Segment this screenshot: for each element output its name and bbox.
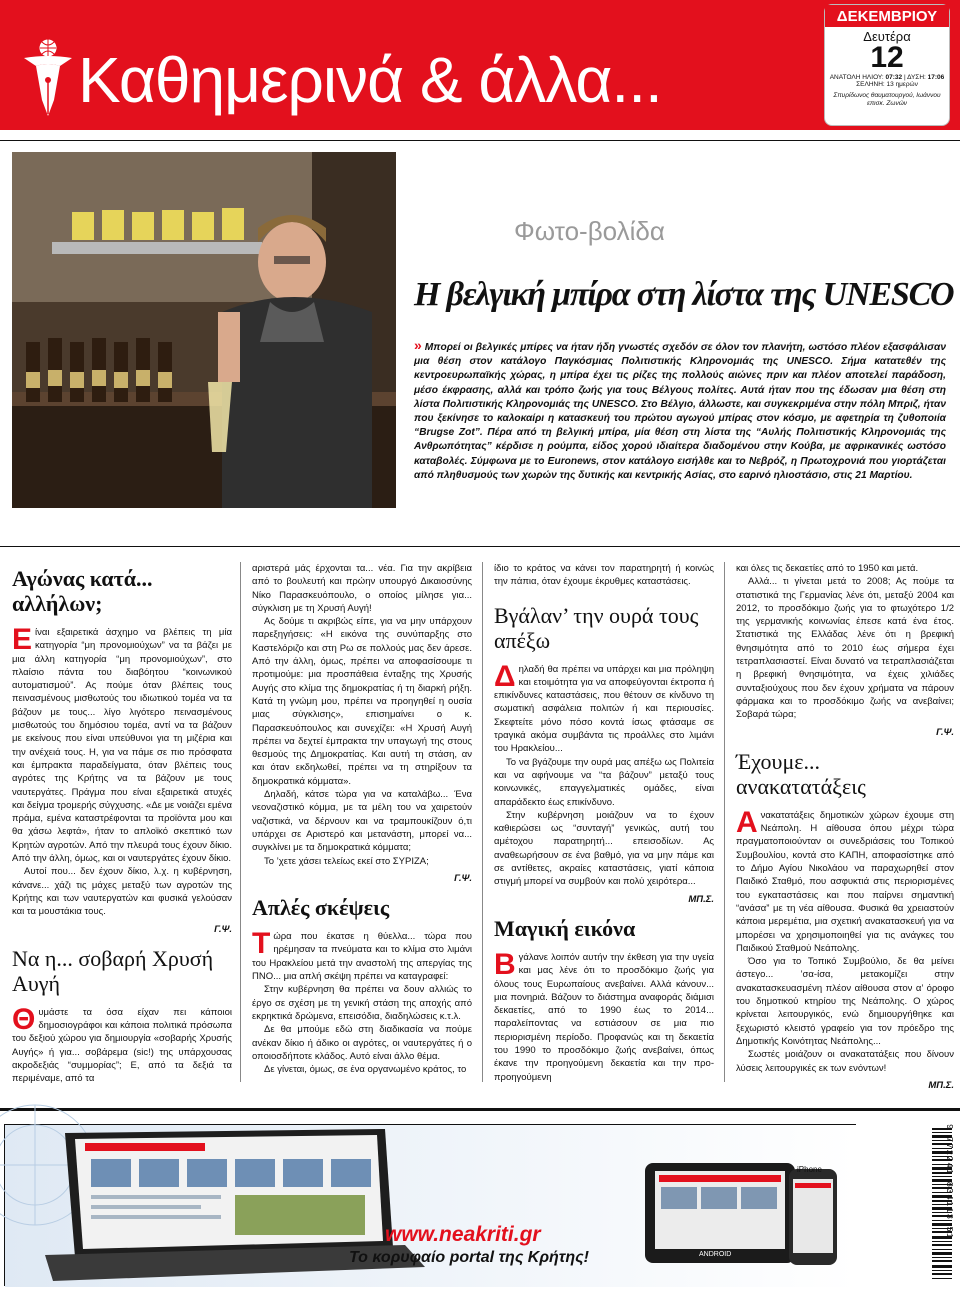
article-body (12, 1002, 232, 1086)
column-divider (482, 562, 483, 1082)
article-title: Να η... σοβαρή Χρυσή Αυγή (12, 945, 214, 996)
calendar-saints: Σπυρίδωνος θαυματουργού, Ιωάννου επισκ. Ζωνών (833, 92, 941, 107)
date-calendar-box (824, 4, 950, 126)
article-text: Δηλαδή, κάτσε τώρα για να καταλάβω... Ένα νεοναζιστικό κόμμα, με τα μέλη του να χαιρετούν ναζιστικά, να δέρνουν και να τραμπουκίζουν ό,τι υπάρχει σε Αριστερό και μετανάστη, μπορεί να... συγκλίνει με τα δημοκρατικά κόμματα; (252, 789, 472, 854)
calendar-sun-times (825, 74, 949, 81)
feature-headline: Η βελγική μπίρα στη λίστα της UNESCO (414, 276, 954, 313)
article-text: Στην κυβέρνηση μοιάζουν να το έχουν καθιερώσει ως “συνταγή” γενικώς, αυτή του αμέτοχου παρατηρητή... επεισοδίων. Ας αναθεωρήσουν σε ένα βαθμό, για να μην πάμε και σε αντίθετες, ακραίες καταστάσεις, γιατί κάποια στιγμή μπορεί να συμβούν και πολύ χειρότερα... (494, 809, 714, 888)
article-title: Απλές σκέψεις (252, 895, 390, 921)
barcode-digits: 9 772241 834113 51 (944, 1124, 954, 1240)
article-text: ίδιο το κράτος να κάνει τον παρατηρητή ή κοινώς την πάπια, όταν έχουμε έκρυθμες καταστάσεις. (494, 563, 714, 588)
calendar-moon: ΣΕΛΗΝΗ: 13 ημερών (856, 81, 918, 88)
beer-tap-photo (12, 152, 396, 508)
article-text: Το ’χετε χάσει τελείως εκεί στο ΣΥΡΙΖΑ; (264, 855, 429, 867)
column-2 (252, 562, 472, 1082)
author-signature: ΜΠ.Σ. (928, 1079, 954, 1091)
drop-cap: Θ (12, 1002, 36, 1036)
sunset-label: | ΔΥΣΗ: (903, 74, 926, 81)
neakriti-advertisement[interactable] (4, 1124, 856, 1286)
masthead (0, 0, 960, 130)
article-title: Αγώνας κατά... αλλήλων; (12, 566, 153, 616)
article-text: Το να βγάζουμε την ουρά μας απέξω ως Πολιτεία και να αφήνουμε να “τα βάζουν” μεταξύ τους κοινωνικές, επαγγελματικές ομάδες, είναι απαράδεκτο έως επικίνδυνο. (494, 756, 714, 808)
article-text: Αυτοί που... δεν έχουν δίκιο, λ.χ. η κυβέρνηση, κάνανε... χάζι τις μάχες μεταξύ των αγροτών της Κρήτης και των ναυτεργατών και φυσικά γελούσαν και τα μουστάκια τους. (12, 866, 232, 918)
article-title: Μαγική εικόνα (494, 915, 636, 941)
footer-rule (0, 1108, 960, 1111)
android-label: ANDROID (699, 1251, 732, 1258)
article-text: Αλλά... τι γίνεται μετά το 2008; Ας πούμε τα στατιστικά της Γερμανίας λένε ότι, μεταξύ 2004 και 2012, το προσδόκιμο ζωής για το φτωχότερο 1/2 της γερμανικής κοινωνίας έπεσε κατά ένα έτος. Στατιστικά της Ελλάδας λένε ότι η βρεφική θνησιμότητα από το 2010 έως σήμερα έχει τετραπλασιαστεί. Είναι δυνατό να τετραπλασιάζεται η βρεφική θνησιμότητα, να έχεις χιλιάδες συνταξιούχους που δεν έχουν χρήματα να πάρουν φάρμακα και το προσδόκιμο ζωής να ανεβαίνει; Σοβαρά τώρα; (736, 576, 954, 721)
masthead-title: Καθημερινά & άλλα... (78, 44, 662, 116)
article-body (252, 927, 472, 983)
article-text: ηλαδή θα πρέπει να υπάρχει και μια πρόληψη και ετοιμότητα για να αποφεύγονται έκτροπα ή επικίνδυνες καταστάσεις, που θέτουν σε κίνδυνο τη σωματική ασφάλεια πολιτών ή και περιουσίες. Σκεφτείτε μόνο πόσο κοντά ίσως φτάσαμε σε τραγικά ακόμα συμβάντα τις προάλλες στο λιμάνι του Ηρακλείου... (494, 663, 714, 755)
author-signature: Γ.Ψ. (214, 923, 232, 935)
article-text: Δε θα μπούμε εδώ στη διαδικασία να πούμε ανέκαν δίκιο ή άδικο οι αγρότες, οι ναυτεργάτες ή ο οποιοσδήποτε κλάδος. Αυτό είναι άλλο θέμα. (252, 1024, 472, 1062)
article-text: Στην κυβέρνηση θα πρέπει να δουν αλλιώς το έργο σε σχέση με τη γενική στάση της αποχής από εκρηκτικά δρώμενα, επεισόδια, διαδηλώσεις κ.τ.λ. (252, 984, 472, 1022)
article-title: Βγάλαν’ την ουρά τους απέξω (494, 602, 699, 653)
feature-body-text: Μπορεί οι βελγικές μπίρες να ήταν ήδη γνωστές σχεδόν σε όλον τον πλανήτη, ωστόσο πλέον εξασφάλισαν μια θέση στον κατάλογο Παγκόσμιας Πολιτιστικής Κληρονομιάς της UNESCO. Σήμα κατατεθέν της κεντροευρωπαϊκής χώρας, η μπίρα έχει τις ρίζες της πολλούς αιώνες πριν και πλέον αποτελεί παράδοση, μέσο έκφρασης, αλλά και τρόπο ζωής για τους Βέλγους πολίτες. Αυτά ήταν που της έδωσαν μια θέση στη λίστα Πολιτιστικής Κληρονομιάς της UNESCO. Στο Βέλγιο, άλλωστε, και συγκεκριμένα στην πόλη Μπριζ, ήταν που ξεκίνησε το καλοκαίρι η κατασκευή του πρώτου αγωγού μπίρας στον κόσμο, με αφετηρία τη ζυθοποιία “Brugse Zot”. Πέρα από τη βελγική μπίρα, μία θέση στη λίστα της “Αυλής Πολιτιστικής Κληρονομιάς της Ανθρωπότητας” κέρδισε η ρούμπα, είδος χορού ιδιαίτερα διαδομένου στην Κούβα, με αφρικανικές ωστόσο καταβολές. Σύμφωνα με το Euronews, στον κατάλογο εισήλθε και το Νεβρόζ, η Πρωτοχρονιά που γιορτάζεται από πληθυσμούς των χωρών της δυτικής και κεντρικής Ασίας, στο εαρινό ηλιοστάσιο, στις 21 Μαρτίου. (414, 342, 946, 481)
article-text: αριστερά μάς έρχονται τα... νέα. Για την ακρίβεια από το βουλευτή και πρώην υπουργό Δικαιοσύνης Νίκο Παρασκευόπουλο, ο οποίος μίλησε για... σύγκλιση με τη Χρυσή Αυγή! (252, 563, 472, 614)
article-text: και όλες τις δεκαετίες από το 1950 και μετά. (736, 563, 919, 574)
drop-cap: Δ (494, 659, 516, 693)
author-signature: Γ.Ψ. (454, 872, 472, 884)
drop-cap: Β (494, 947, 516, 981)
article-text: ίναι εξαιρετικά άσχημο να βλέπεις τη μία κατηγορία “μη προνομιούχων” να τα βάζει με μια άλλη κατηγορία “μη προνομιούχων”, στο πλαίσιο πάντα του διαβόητου “κοινωνικού αυτοματισμού”. Ας πούμε όταν βλέπεις τους πεινασμένους μισθωτούς του ιδιωτικού τομέα να τα βάζουν με τους... λίγο λιγότερο πεινασμένους μισθωτούς του δημόσιου τομέα, αντί να τα βάζουν με εκείνους που είναι υπεύθυνοι για τη μιζέρια και την ανέχειά τους. Η, για να πάμε σε πιο πρόσφατα και έμπρακτα παραδείγματα, όταν βλέπεις τους αγρότες της Κρήτης να τα βάζουν με τους ναυτεργάτες. Πράγμα που είναι εξαιρετικά ατυχές και δείγμα τρομερής σύγχυσης. «Δε με νοιάζει εμένα πράμα, εμένα καταστρέφονται τα προϊόντα μου και θα χάσω λεφτά», ήταν το απλοϊκό σκεπτικό των Κρητών αγροτών. Από την πλευρά τους έχουν δίκιο. Από την άλλη, όμως, και οι ναυτεργάτες έχουν δίκιο. (12, 627, 232, 865)
header-rule (0, 140, 960, 141)
iphone-label: iPhone (797, 1165, 822, 1174)
author-signature: Γ.Ψ. (936, 726, 954, 738)
article-text: Ας δούμε τι ακριβώς είπε, για να μην υπάρχουν παρεξηγήσεις: «Η εικόνα της συνύπαρξης στο Καστελόριζο και στη Ρω σε πολλούς μας δεν άρεσε. Από την άλλη, όμως, πρέπει να αποφασίσουμε τι προτιμούμε: μια προσπάθεια ένταξης της Χρυσής Αυγής στο κλίμα της δημοκρατίας ή τη διαρκή ρήξη. Κατά τη γνώμη μου, πρέπει να προηγηθεί η ουσία μιας σύγκλισης», επισημαίνει ο κ. Παρασκευόπουλος και συνεχίζει: «Η Χρυσή Αυγή πρέπει να δεχτεί έμπρακτα την υπαγωγή της στους θεσμούς της Δημοκρατίας. Και αυτή τη στάση, αν και όταν εκδηλωθεί, πρέπει να τη στηρίξουν τα δημοκρατικά κόμματα». (252, 616, 472, 787)
column-1 (12, 562, 232, 1085)
calendar-day: 12 (870, 41, 904, 74)
calendar-weekday: Δευτέρα (863, 29, 911, 44)
double-arrow-icon: » (414, 337, 422, 353)
drop-cap: Α (736, 805, 758, 839)
article-text: νακατατάξεις δημοτικών χώρων έχουμε στη Νεάπολη. Η αίθουσα όπου μέχρι τώρα πραγματοποιούνταν οι συνεδριάσεις του Τοπικού Συμβουλίου, κοντά στο ΚΑΠΗ, αποφασίστηκε από το Δήμο Αγίου Νικολάου να παραχωρηθεί στον Παιδικό Σταθμό, που ασφυκτιά στις περιορισμένες του εγκαταστάσεις και που παίρνει σημαντική “ανάσα” με τη νέα αίθουσα. Φυσικά θα χρειαστούν κάποια μερεμέτια, μια σχετική ανακατασκευή για να μπορέσει να χρησιμοποιηθεί για τις ανάγκες του Παιδικού Σταθμού Νεάπολης. (736, 809, 954, 954)
column-3 (494, 562, 714, 1082)
ad-slogan: Το κορυφαίο portal της Κρήτης! (349, 1249, 589, 1266)
article-title: Έχουμε... ανακατατάξεις (736, 748, 866, 799)
article-body (12, 623, 232, 865)
article-text: ώρα που έκατσε η θύελλα... τώρα που ηρέμησαν τα πνεύματα και το κλίμα στο λιμάνι του Ηρακλείου μετά την αναστολή της απεργίας της ΠΝΟ... μια απλή σκέψη πρέπει να καταγραφεί: (252, 931, 472, 983)
article-body (494, 659, 714, 756)
article-body (494, 947, 714, 1084)
drop-cap: Ε (12, 623, 33, 656)
article-text: υμάστε τα όσα είχαν πει κάποιοι δημοσιογράφοι και κάποια πολιτικά πρόσωπα του δεξιού χώρου για δημιουργία «σοβαρής Χρυσής Αυγής» ή για... σοβάρεμα (sic!) της υπάρχουσας ακροδεξιάς “συμμορίας”; Ε, από τα δεξιά τα περιμέναμε, από τα (12, 1006, 232, 1085)
column-divider (240, 562, 241, 1082)
pen-globe-logo-icon (20, 36, 76, 120)
feature-body (414, 338, 946, 483)
barcode (920, 1124, 954, 1286)
drop-cap: Τ (252, 927, 271, 961)
author-signature: ΜΠ.Σ. (688, 893, 714, 905)
sunset-time: 17:06 (927, 74, 945, 81)
article-text: Όσο για το Τοπικό Συμβούλιο, δε θα μείνει άστεγο... ’σα-ίσα, μετακομίζει στην ανακατασκευασμένη πλέον αίθουσα στον α’ όροφο του δημοτικού κτηρίου της Νεάπολης. Ο χώρος κρίνεται λειτουργικός, ενώ δημιουργήθηκε και ξεχωριστό κλειστό γραφείο για τον πρόεδρο της Δημοτικής Κοινότητας Νεάπολης... (736, 956, 954, 1047)
ad-url-link[interactable]: www.neakriti.gr (385, 1223, 541, 1246)
sunrise-time: 07:32 (885, 74, 903, 81)
column-divider (724, 562, 725, 1082)
column-4 (736, 562, 954, 1091)
calendar-month: ΔΕΚΕΜΒΡΙΟΥ (825, 5, 949, 27)
bartender-illustration-icon (12, 152, 396, 508)
section-rule (0, 546, 960, 547)
article-body (736, 805, 954, 955)
article-text: γάλανε λοιπόν αυτήν την έκθεση για την υγεία και μας λένε ότι το προσδόκιμο ζωής για όλους τους Ευρωπαίους ανεβαίνει. Αλλά κάνουν... μια πονηριά. Βάζουν το διάστημα αναφοράς διάμισι δεκαετίες, από το 1990 έως το 2014... παραλείποντας να εστιάσουν σε μια πιο περιορισμένη περίοδο. Προφανώς και τη δεκαετία του 1990 το προσδόκιμο ζωής ανεβαίνει, όπως έκανε την προηγούμενη δεκαετία και την προ-προηγούμενη (494, 951, 714, 1083)
sunrise-label: ΑΝΑΤΟΛΗ ΗΛΙΟΥ: (829, 74, 884, 81)
article-text: Δε γίνεται, όμως, σε ένα οργανωμένο κράτος, το (264, 1064, 467, 1076)
section-label: Φωτο-βολίδα (514, 216, 665, 246)
article-text: Σωστές μοιάζουν οι ανακατατάξεις που δίνουν λύσεις λειτουργικές εκ των ενόντων! (736, 1049, 954, 1074)
